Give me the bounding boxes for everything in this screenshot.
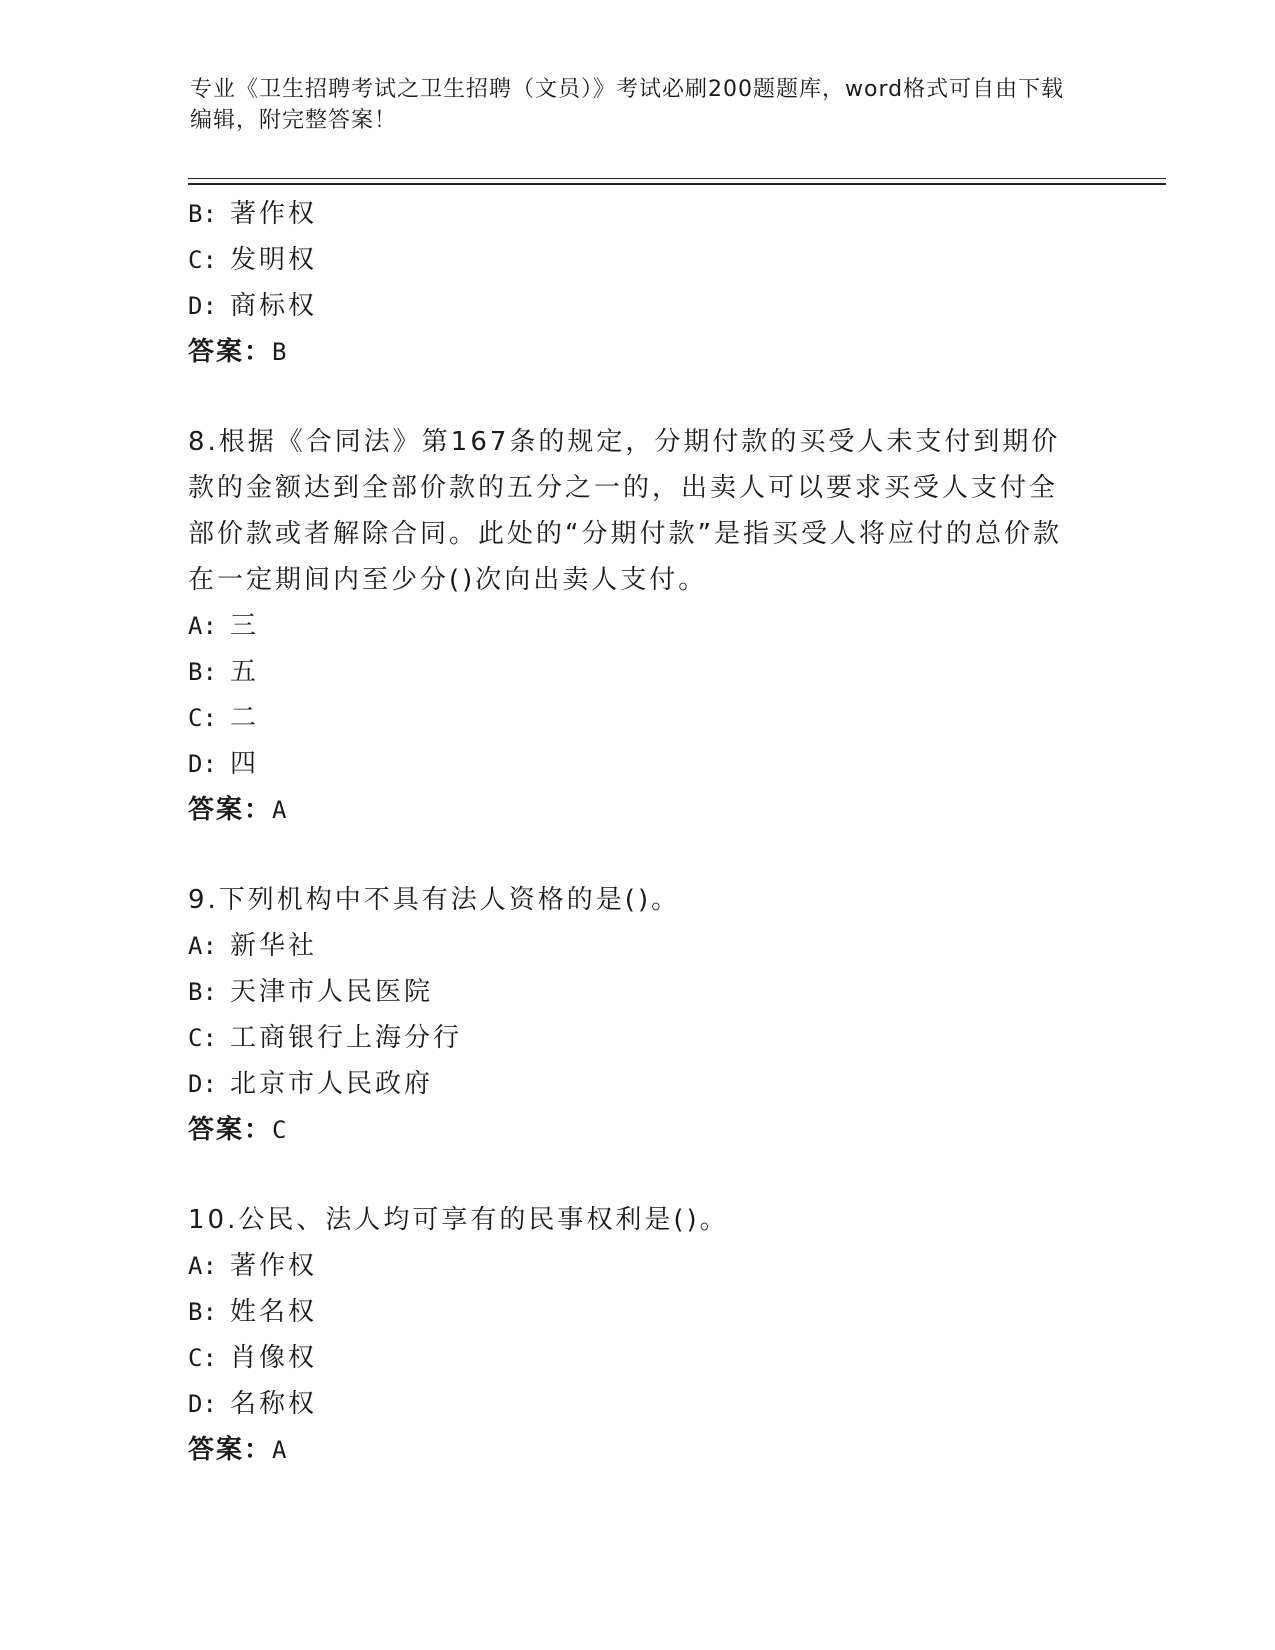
option-text: 北京市人民政府 bbox=[230, 1069, 434, 1099]
option-text: 新华社 bbox=[230, 931, 318, 961]
answer-value: A bbox=[272, 1436, 289, 1464]
option-text: 四 bbox=[230, 749, 260, 779]
header-divider-thin bbox=[188, 178, 1166, 179]
answer-row bbox=[188, 787, 1088, 833]
option-row bbox=[188, 923, 1088, 969]
question-list bbox=[188, 191, 1088, 1473]
question-9 bbox=[188, 877, 1088, 1153]
question-text: 10.公民、法人均可享有的民事权利是()。 bbox=[188, 1205, 729, 1235]
option-letter: C: bbox=[188, 246, 217, 274]
option-letter: A: bbox=[188, 1252, 217, 1280]
option-text: 名称权 bbox=[230, 1389, 318, 1419]
option-letter: A: bbox=[188, 932, 217, 960]
option-letter: D: bbox=[188, 1390, 217, 1418]
option-letter: B: bbox=[188, 658, 217, 686]
option-row bbox=[188, 191, 1088, 237]
option-row bbox=[188, 603, 1088, 649]
answer-label: 答案： bbox=[188, 1435, 273, 1465]
answer-label: 答案： bbox=[188, 337, 273, 367]
option-row bbox=[188, 1335, 1088, 1381]
question-7-continuation bbox=[188, 191, 1088, 375]
option-text: 发明权 bbox=[230, 245, 318, 275]
document-header: 专业《卫生招聘考试之卫生招聘（文员）》考试必刷200题题库，word格式可自由下载编辑，附完整答案！ bbox=[190, 77, 1065, 133]
option-letter: C: bbox=[188, 704, 217, 732]
option-row bbox=[188, 1243, 1088, 1289]
option-row bbox=[188, 695, 1088, 741]
option-text: 天津市人民医院 bbox=[230, 977, 434, 1007]
answer-label: 答案： bbox=[188, 1115, 273, 1145]
option-text: 三 bbox=[230, 611, 260, 641]
answer-row bbox=[188, 329, 1088, 375]
option-row bbox=[188, 283, 1088, 329]
answer-row bbox=[188, 1107, 1088, 1153]
option-letter: B: bbox=[188, 200, 217, 228]
option-letter: B: bbox=[188, 1298, 217, 1326]
answer-value: A bbox=[272, 796, 289, 824]
question-8 bbox=[188, 419, 1088, 833]
option-row bbox=[188, 1381, 1088, 1427]
option-letter: D: bbox=[188, 1070, 217, 1098]
option-letter: D: bbox=[188, 750, 217, 778]
option-text: 肖像权 bbox=[230, 1343, 318, 1373]
question-text: 8.根据《合同法》第167条的规定，分期付款的买受人未支付到期价款的金额达到全部价款的五分之一的，出卖人可以要求买受人支付全部价款或者解除合同。此处的“分期付款”是指买受人将应付的总价款在一定期间内至少分()次向出卖人支付。 bbox=[188, 427, 1062, 595]
option-letter: A: bbox=[188, 612, 217, 640]
option-letter: C: bbox=[188, 1024, 217, 1052]
option-row bbox=[188, 969, 1088, 1015]
header-divider-thick bbox=[188, 183, 1166, 185]
question-text: 9.下列机构中不具有法人资格的是()。 bbox=[188, 885, 681, 915]
option-row bbox=[188, 741, 1088, 787]
option-text: 著作权 bbox=[230, 1251, 318, 1281]
option-row bbox=[188, 1289, 1088, 1335]
answer-label: 答案： bbox=[188, 795, 273, 825]
option-text: 商标权 bbox=[230, 291, 318, 321]
option-row bbox=[188, 237, 1088, 283]
option-row bbox=[188, 1015, 1088, 1061]
option-text: 工商银行上海分行 bbox=[230, 1023, 463, 1053]
option-text: 五 bbox=[230, 657, 260, 687]
option-text: 著作权 bbox=[230, 199, 318, 229]
option-letter: D: bbox=[188, 292, 217, 320]
answer-row bbox=[188, 1427, 1088, 1473]
option-text: 二 bbox=[230, 703, 260, 733]
option-text: 姓名权 bbox=[230, 1297, 318, 1327]
option-letter: B: bbox=[188, 978, 217, 1006]
question-10 bbox=[188, 1197, 1088, 1473]
answer-value: C bbox=[272, 1116, 289, 1144]
option-letter: C: bbox=[188, 1344, 217, 1372]
option-row bbox=[188, 1061, 1088, 1107]
answer-value: B bbox=[272, 338, 289, 366]
option-row bbox=[188, 649, 1088, 695]
